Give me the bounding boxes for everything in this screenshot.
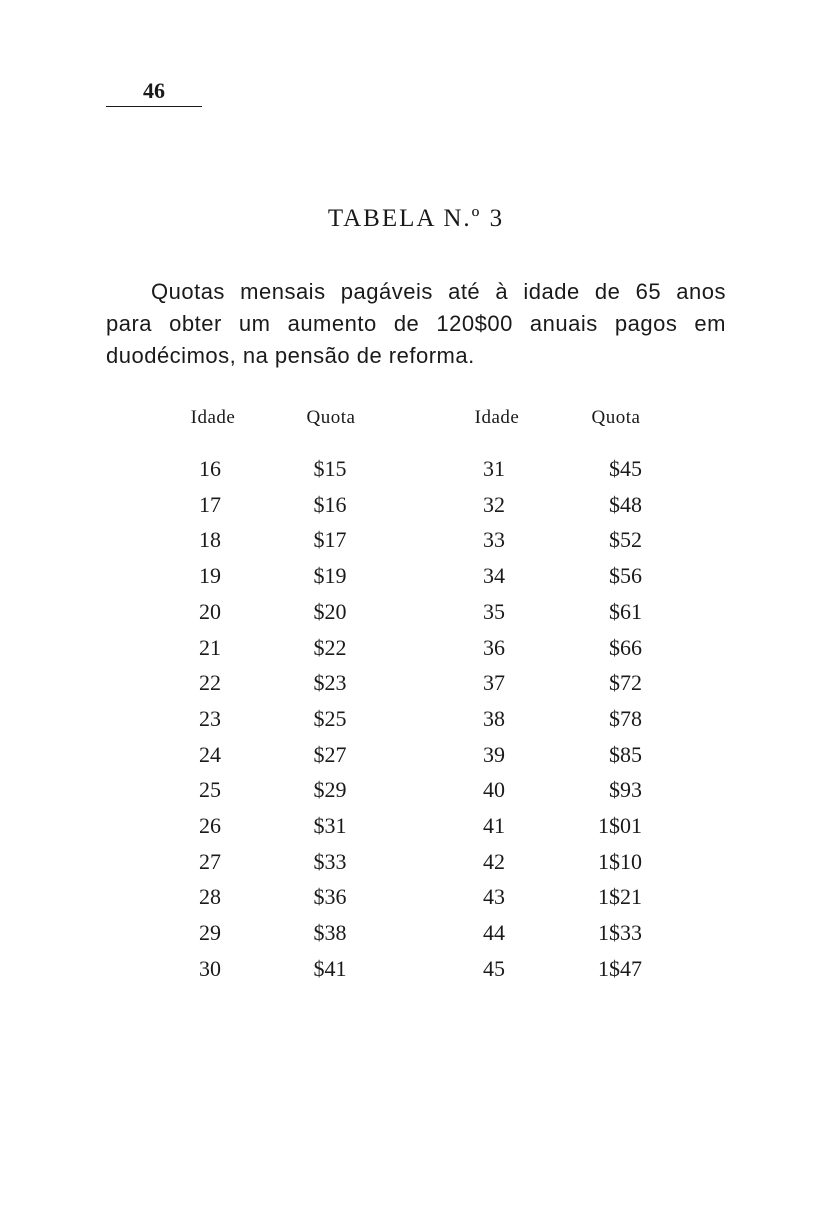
idade-cell: 30 xyxy=(199,955,221,981)
idade-cell: 26 xyxy=(199,813,221,838)
column-header-idade-left: Idade xyxy=(190,407,236,428)
quota-cell: $93 xyxy=(609,777,642,803)
quota-cell: $52 xyxy=(609,527,642,553)
quota-cell: $29 xyxy=(313,777,347,803)
quota-cell: 1$10 xyxy=(598,848,642,874)
quota-cell: $66 xyxy=(609,634,642,660)
description xyxy=(106,276,726,372)
quota-cell: $78 xyxy=(609,705,642,731)
idade-cell: 27 xyxy=(199,848,221,874)
quota-cell: $19 xyxy=(313,563,347,589)
quota-cell: $61 xyxy=(609,598,642,624)
idade-cell: 41 xyxy=(483,813,505,838)
idade-cell: 21 xyxy=(199,634,221,660)
idade-cell: 43 xyxy=(483,884,505,910)
quota-cell: $17 xyxy=(313,527,347,553)
idade-cell: 23 xyxy=(199,705,221,731)
idade-cell: 19 xyxy=(199,563,221,589)
quota-cell: $25 xyxy=(313,705,347,731)
quota-cell: $23 xyxy=(313,670,347,696)
quota-cell: $36 xyxy=(313,884,347,910)
idade-cell: 31 xyxy=(483,456,505,481)
quota-cell: $41 xyxy=(313,955,347,981)
quota-cell: $22 xyxy=(313,634,347,660)
idade-cell: 40 xyxy=(483,777,505,803)
quota-cell: 1$33 xyxy=(598,920,642,946)
quota-cell: 1$01 xyxy=(598,813,642,838)
quota-cell: $31 xyxy=(313,813,347,838)
description-line: para obter um aumento de 120$00 anuais pagos em xyxy=(106,311,726,336)
idade-cell: 25 xyxy=(199,777,221,803)
idade-cell: 36 xyxy=(483,634,505,660)
description-line: Quotas mensais pagáveis até à idade de 65 anos xyxy=(151,279,726,304)
column-header-idade-right: Idade xyxy=(474,407,520,428)
idade-cell: 37 xyxy=(483,670,505,696)
idade-cell: 16 xyxy=(199,456,221,481)
idade-cell: 35 xyxy=(483,598,505,624)
quota-cell: 1$47 xyxy=(598,955,642,981)
quota-cell: $38 xyxy=(313,920,347,946)
quota-cell: $56 xyxy=(609,563,642,589)
idade-cell: 29 xyxy=(199,920,221,946)
idade-cell: 18 xyxy=(199,527,221,553)
quota-cell: $48 xyxy=(609,491,642,517)
idade-cell: 24 xyxy=(199,741,221,767)
idade-cell: 20 xyxy=(199,598,221,624)
idade-cell: 32 xyxy=(483,491,505,517)
idade-cell: 44 xyxy=(483,920,505,946)
column-header-quota-left: Quota xyxy=(306,407,356,428)
idade-cell: 17 xyxy=(199,491,221,517)
idade-cell: 38 xyxy=(483,705,505,731)
idade-cell: 42 xyxy=(483,848,505,874)
quota-cell: $20 xyxy=(313,598,347,624)
idade-cell: 22 xyxy=(199,670,221,696)
quota-cell: $45 xyxy=(609,456,642,481)
quota-cell: $27 xyxy=(313,741,347,767)
description-line: duodécimos, na pensão de reforma. xyxy=(106,343,475,368)
idade-cell: 34 xyxy=(483,563,505,589)
column-header-quota-right: Quota xyxy=(591,407,641,428)
quota-cell: $72 xyxy=(609,670,642,696)
idade-cell: 45 xyxy=(483,955,505,981)
idade-cell: 33 xyxy=(483,527,505,553)
quota-cell: $85 xyxy=(609,741,642,767)
page-number: 46 xyxy=(143,78,165,103)
idade-cell: 39 xyxy=(483,741,505,767)
quota-cell: $15 xyxy=(313,456,347,481)
page-number-rule xyxy=(106,106,202,107)
quota-cell: 1$21 xyxy=(598,884,642,910)
quota-cell: $16 xyxy=(313,491,347,517)
quota-cell: $33 xyxy=(313,848,347,874)
idade-cell: 28 xyxy=(199,884,221,910)
page-title: TABELA N.º 3 xyxy=(327,205,505,232)
